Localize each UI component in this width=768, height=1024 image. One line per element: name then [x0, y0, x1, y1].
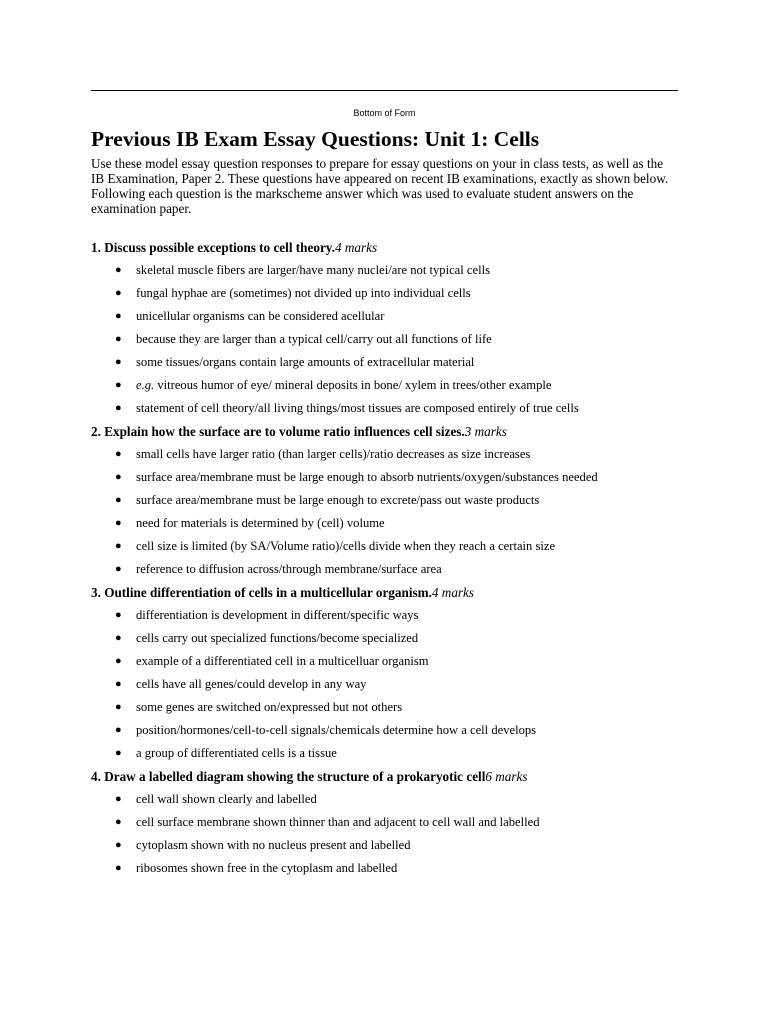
bullet-icon: ●: [115, 609, 122, 621]
bullet-icon: ●: [115, 540, 122, 552]
list-item: [91, 630, 679, 647]
bullet-icon: ●: [115, 655, 122, 667]
eg-prefix: e.g.: [136, 378, 155, 392]
list-item: [91, 492, 679, 509]
answer-text: ribosomes shown free in the cytoplasm and labelled: [136, 861, 398, 875]
horizontal-rule: [91, 90, 678, 91]
answer-text: cells have all genes/could develop in any way: [136, 677, 367, 691]
answer-list-3: [91, 607, 679, 762]
bullet-icon: ●: [115, 310, 122, 322]
bullet-icon: ●: [115, 402, 122, 414]
bullet-icon: ●: [115, 839, 122, 851]
answer-text: example of a differentiated cell in a multicelluar organism: [136, 654, 429, 668]
bullet-icon: ●: [115, 494, 122, 506]
question-text: 1. Discuss possible exceptions to cell theory.: [91, 240, 335, 255]
list-item: [91, 837, 679, 854]
bullet-icon: ●: [115, 333, 122, 345]
answer-text: fungal hyphae are (sometimes) not divided up into individual cells: [136, 286, 471, 300]
list-item: [91, 400, 679, 417]
bullet-icon: ●: [115, 563, 122, 575]
list-item: [91, 722, 679, 739]
list-item: [91, 653, 679, 670]
question-2: [91, 423, 679, 440]
list-item: [91, 538, 679, 555]
answer-text: unicellular organisms can be considered acellular: [136, 309, 385, 323]
list-item: [91, 262, 679, 279]
list-item: [91, 676, 679, 693]
answer-text: reference to diffusion across/through membrane/surface area: [136, 562, 442, 576]
page-title: Previous IB Exam Essay Questions: Unit 1: Cells: [91, 127, 540, 151]
question-marks: 6 marks: [485, 769, 528, 784]
bullet-icon: ●: [115, 517, 122, 529]
bullet-icon: ●: [115, 701, 122, 713]
answer-text: skeletal muscle fibers are larger/have many nuclei/are not typical cells: [136, 263, 490, 277]
answer-text: surface area/membrane must be large enough to excrete/pass out waste products: [136, 493, 540, 507]
answer-text: e.g. vitreous humor of eye/ mineral deposits in bone/ xylem in trees/other example: [136, 378, 552, 392]
question-text: 4. Draw a labelled diagram showing the structure of a prokaryotic cell: [91, 769, 486, 784]
list-item: [91, 791, 679, 808]
answer-text: small cells have larger ratio (than larger cells)/ratio decreases as size increases: [136, 447, 531, 461]
questions-section: [91, 239, 679, 883]
answer-text: statement of cell theory/all living things/most tissues are composed entirely of true cells: [136, 401, 579, 415]
question-text: 2. Explain how the surface are to volume ratio influences cell sizes.: [91, 424, 465, 439]
bullet-icon: ●: [115, 747, 122, 759]
answer-text: surface area/membrane must be large enough to absorb nutrients/oxygen/substances needed: [136, 470, 598, 484]
question-marks: 3 marks: [464, 424, 507, 439]
bullet-icon: ●: [115, 862, 122, 874]
answer-list-4: [91, 791, 679, 877]
list-item: [91, 377, 679, 394]
answer-text: differentiation is development in different/specific ways: [136, 608, 419, 622]
answer-text: a group of differentiated cells is a tissue: [136, 746, 337, 760]
answer-text: some tissues/organs contain large amounts of extracellular material: [136, 355, 475, 369]
bullet-icon: ●: [115, 793, 122, 805]
bottom-of-form-label: Bottom of Form: [353, 108, 416, 118]
bullet-icon: ●: [115, 356, 122, 368]
answer-text: cell size is limited (by SA/Volume ratio)/cells divide when they reach a certain size: [136, 539, 556, 553]
answer-text: some genes are switched on/expressed but not others: [136, 700, 403, 714]
answer-text: cell wall shown clearly and labelled: [136, 792, 317, 806]
intro-paragraph: Use these model essay question responses to prepare for essay questions on your in class tests, as well as the IB Examination, Paper 2. These questions have appeared on recent IB examinations, exactly as shown below. Following each question is the markscheme answer which was used to evaluate student answers on the examination paper.: [91, 156, 669, 216]
answer-text: cells carry out specialized functions/become specialized: [136, 631, 419, 645]
answer-text: need for materials is determined by (cell) volume: [136, 516, 385, 530]
answer-text: cell surface membrane shown thinner than and adjacent to cell wall and labelled: [136, 815, 540, 829]
list-item: [91, 446, 679, 463]
bullet-icon: ●: [115, 264, 122, 276]
question-4: [91, 768, 679, 785]
bullet-icon: ●: [115, 632, 122, 644]
list-item: [91, 331, 679, 348]
list-item: [91, 354, 679, 371]
list-item: [91, 469, 679, 486]
answer-text: position/hormones/cell-to-cell signals/chemicals determine how a cell develops: [136, 723, 537, 737]
list-item: [91, 745, 679, 762]
question-1: [91, 239, 679, 256]
list-item: [91, 699, 679, 716]
bullet-icon: ●: [115, 448, 122, 460]
answer-text: cytoplasm shown with no nucleus present and labelled: [136, 838, 411, 852]
list-item: [91, 561, 679, 578]
bullet-icon: ●: [115, 816, 122, 828]
list-item: [91, 308, 679, 325]
bullet-icon: ●: [115, 287, 122, 299]
list-item: [91, 515, 679, 532]
bullet-icon: ●: [115, 724, 122, 736]
list-item: [91, 285, 679, 302]
list-item: [91, 814, 679, 831]
question-marks: 4 marks: [334, 240, 378, 255]
list-item: [91, 860, 679, 877]
bullet-icon: ●: [115, 678, 122, 690]
question-marks: 4 marks: [431, 585, 475, 600]
bullet-icon: ●: [115, 471, 122, 483]
answer-text: because they are larger than a typical cell/carry out all functions of life: [136, 332, 492, 346]
list-item: [91, 607, 679, 624]
question-text: 3. Outline differentiation of cells in a multicellular organism.: [91, 585, 432, 600]
answer-list-2: [91, 446, 679, 578]
question-3: [91, 584, 679, 601]
bullet-icon: ●: [115, 379, 122, 391]
answer-list-1: [91, 262, 679, 417]
